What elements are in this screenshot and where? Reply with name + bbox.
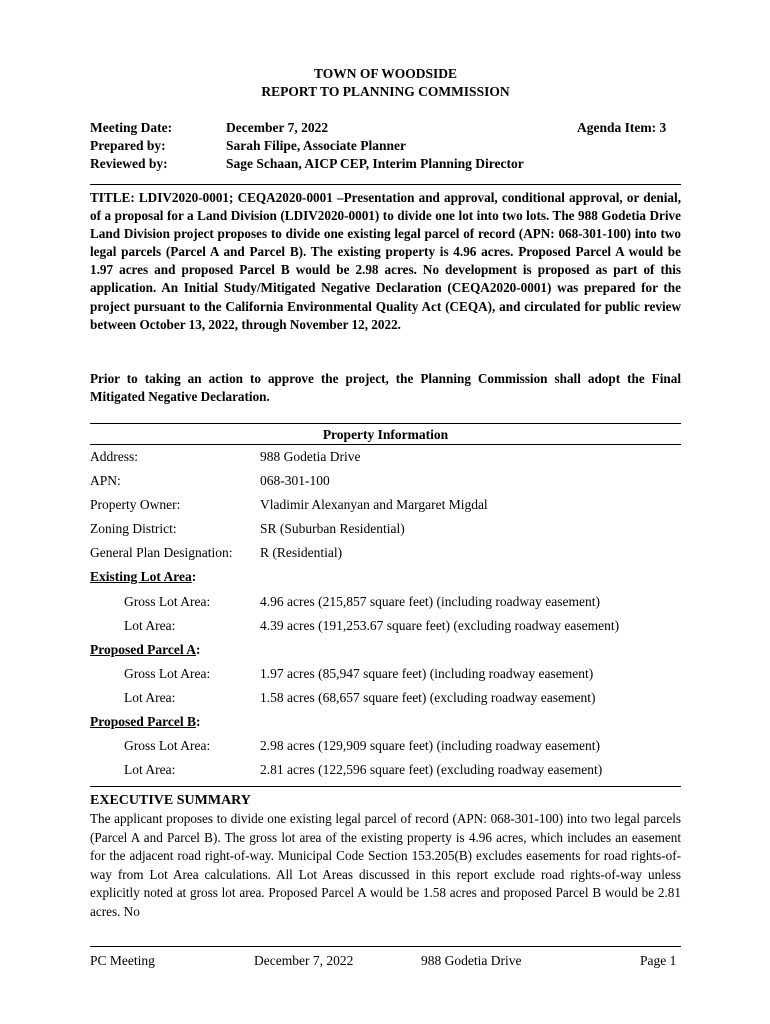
owner-value: Vladimir Alexanyan and Margaret Migdal [260,497,488,512]
prior-paragraph: Prior to taking an action to approve the project, the Planning Commission shall adopt the Final Mitigated Negative Declaration. [90,371,681,405]
existing-lot-heading-text: Existing Lot Area [90,569,192,584]
parcel-a-colon: : [196,642,201,657]
general-plan-value: R (Residential) [260,545,343,560]
parcel-b-gross-value: 2.98 acres (129,909 square feet) (including roadway easement) [260,738,600,753]
zoning-value: SR (Suburban Residential) [260,521,405,536]
meeting-date-value: December 7, 2022 [226,120,329,135]
divider-property-title [90,444,681,445]
parcel-b-heading [90,714,201,730]
agenda-item: Agenda Item: 3 [577,120,667,135]
apn-label: APN: [90,473,121,488]
title-paragraph: TITLE: LDIV2020-0001; CEQA2020-0001 –Presentation and approval, conditional approval, or denial, of a proposal for a Land Division (LDIV2020-0001) to divide one lot into two lots. The 988 Godetia Drive Land Division project proposes to divide one existing legal parcel of record (APN: 068-301-100) into two legal parcels (Parcel A and Parcel B). The existing property is 4.96 acres. Proposed Parcel A would be 1.97 acres and proposed Parcel B would be 2.98 acres. No development is proposed as part of this application. An Initial Study/Mitigated Negative Declaration (CEQA2020-0001) was prepared for the project pursuant to the California Environmental Quality Act (CEQA), and circulated for public review between October 13, 2022, through November 12, 2022. [90,190,681,332]
prepared-by-label: Prepared by: [90,138,166,153]
executive-summary-heading: EXECUTIVE SUMMARY [90,793,251,808]
parcel-b-lot-value: 2.81 acres (122,596 square feet) (excluding roadway easement) [260,762,603,777]
parcel-a-heading-text: Proposed Parcel A [90,642,196,657]
footer-address: 988 Godetia Drive [421,953,522,968]
zoning-label: Zoning District: [90,521,177,536]
parcel-a-lot-label: Lot Area: [124,690,176,705]
parcel-b-heading-text: Proposed Parcel B [90,714,196,729]
executive-summary-text: The applicant proposes to divide one existing legal parcel of record (APN: 068-301-100) into two legal parcels (Parcel A and Parcel B). The gross lot area of the existing property is 4.96 acres, which includes an easement for the adjacent road right-of-way. Municipal Code Section 153.205(B) excludes easements for road rights-of-way from Lot Area calculations. All Lot Areas discussed in this report exclude road rights-of-way unless explicitly noted at gross lot area. Proposed Parcel A would be 1.58 acres and proposed Parcel B would be 2.81 acres. No [90,811,681,919]
parcel-b-colon: : [196,714,201,729]
footer-date: December 7, 2022 [254,953,354,968]
existing-lot-label: Lot Area: [124,618,176,633]
divider-property-top [90,423,681,424]
header-town: TOWN OF WOODSIDE [313,66,458,81]
parcel-b-lot-label: Lot Area: [124,762,176,777]
property-info-title: Property Information [322,427,449,442]
existing-lot-heading [90,569,196,585]
general-plan-label: General Plan Designation: [90,545,233,560]
divider-property-bottom [90,786,681,787]
existing-gross-value: 4.96 acres (215,857 square feet) (including roadway easement) [260,594,600,609]
footer-divider [90,946,681,947]
apn-value: 068-301-100 [260,473,330,488]
parcel-a-gross-label: Gross Lot Area: [124,666,211,681]
owner-label: Property Owner: [90,497,181,512]
existing-gross-label: Gross Lot Area: [124,594,211,609]
reviewed-by-value: Sage Schaan, AICP CEP, Interim Planning Director [226,156,524,171]
meeting-date-label: Meeting Date: [90,120,173,135]
existing-lot-colon: : [191,569,197,584]
parcel-b-gross-label: Gross Lot Area: [124,738,211,753]
parcel-a-heading [90,642,201,658]
header-report: REPORT TO PLANNING COMMISSION [261,84,510,99]
prepared-by-value: Sarah Filipe, Associate Planner [226,138,406,153]
address-label: Address: [90,449,138,464]
address-value: 988 Godetia Drive [260,449,361,464]
footer-meeting: PC Meeting [90,953,155,968]
footer-page: Page 1 [640,953,677,968]
parcel-a-lot-value: 1.58 acres (68,657 square feet) (excluding roadway easement) [260,690,596,705]
reviewed-by-label: Reviewed by: [90,156,168,171]
existing-lot-value: 4.39 acres (191,253.67 square feet) (excluding roadway easement) [260,618,620,633]
divider-top [90,184,681,185]
parcel-a-gross-value: 1.97 acres (85,947 square feet) (including roadway easement) [260,666,594,681]
